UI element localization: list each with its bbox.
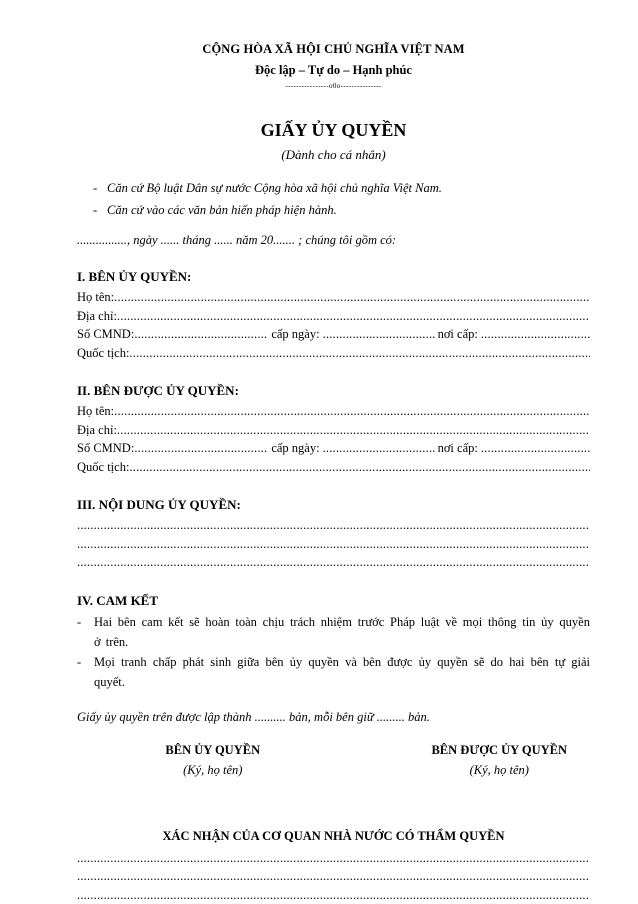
signature-role: BÊN ĐƯỢC ỦY QUYỀN (409, 743, 591, 758)
commitment-item: - Hai bên cam kết sẽ hoàn toàn chịu trách nhiệm trước Pháp luật về mọi thông tin ủy quyền ở trên. (77, 612, 590, 652)
section-commitment-heading: IV. CAM KẾT (77, 593, 590, 609)
authority-confirmation-heading: XÁC NHẬN CỦA CƠ QUAN NHÀ NƯỚC CÓ THẨM QUYỀN (77, 829, 590, 844)
legal-basis-item: - Căn cứ vào các văn bản hiến pháp hiện hành. (77, 199, 590, 221)
field-label: cấp ngày: (268, 325, 322, 344)
fill-in-dots (129, 458, 590, 477)
field-label: nơi cấp: (435, 439, 481, 458)
header-separator: ----------------o0o--------------- (77, 82, 590, 90)
legal-basis-list (77, 177, 590, 221)
agent-name-field[interactable] (77, 402, 590, 421)
principal-address-field[interactable] (77, 307, 590, 326)
signature-block (77, 743, 590, 778)
fill-in-dots (117, 421, 590, 440)
legal-basis-item: - Căn cứ Bộ luật Dân sự nước Cộng hòa xã hội chủ nghĩa Việt Nam. (77, 177, 590, 199)
section-content-heading: III. NỘI DUNG ỦY QUYỀN: (77, 497, 590, 513)
field-label: Số CMND: (77, 325, 134, 344)
principal-name-field[interactable] (77, 288, 590, 307)
fill-in-dots (323, 439, 435, 458)
fill-in-dots (481, 439, 590, 458)
principal-nationality-field[interactable] (77, 344, 590, 363)
signature-role: BÊN ỦY QUYỀN (122, 743, 304, 758)
fill-in-dots (114, 402, 590, 421)
field-label: cấp ngày: (268, 439, 322, 458)
field-label: Quốc tịch: (77, 344, 129, 363)
commitment-item: - Mọi tranh chấp phát sinh giữa bên ủy quyền và bên được ủy quyền sẽ do hai bên tự giải quyết. (77, 652, 590, 692)
agent-id-row[interactable] (77, 439, 590, 458)
content-line[interactable] (77, 553, 590, 572)
confirmation-line[interactable] (77, 849, 590, 868)
signature-note: (Ký, họ tên) (409, 763, 591, 778)
confirmation-line[interactable] (77, 867, 590, 886)
fill-in-dots (129, 344, 590, 363)
principal-signature (122, 743, 304, 778)
fill-in-dots (114, 288, 590, 307)
fill-in-dots (134, 325, 268, 344)
section-principal-heading: I. BÊN ỦY QUYỀN: (77, 269, 590, 285)
copies-statement: Giấy ủy quyền trên được lập thành .......... bản, mỗi bên giữ ......... bản. (77, 710, 590, 725)
national-title: CỘNG HÒA XÃ HỘI CHỦ NGHĨA VIỆT NAM (77, 42, 590, 57)
fill-in-dots (323, 325, 435, 344)
field-label: nơi cấp: (435, 325, 481, 344)
agent-nationality-field[interactable] (77, 458, 590, 477)
signature-note: (Ký, họ tên) (122, 763, 304, 778)
field-label: Quốc tịch: (77, 458, 129, 477)
confirmation-line[interactable] (77, 886, 590, 904)
principal-id-row[interactable] (77, 325, 590, 344)
content-line[interactable] (77, 535, 590, 554)
field-label: Số CMND: (77, 439, 134, 458)
section-agent-heading: II. BÊN ĐƯỢC ỦY QUYỀN: (77, 383, 590, 399)
field-label: Địa chỉ: (77, 307, 117, 326)
date-place-line: ................, ngày ...... tháng ...... năm 20....... ; chúng tôi gồm có: (77, 233, 590, 248)
agent-signature (409, 743, 591, 778)
fill-in-dots (481, 325, 590, 344)
content-line[interactable] (77, 516, 590, 535)
commitment-list (77, 612, 590, 692)
fill-in-dots (134, 439, 268, 458)
field-label: Họ tên: (77, 402, 114, 421)
agent-address-field[interactable] (77, 421, 590, 440)
fill-in-dots (117, 307, 590, 326)
field-label: Địa chỉ: (77, 421, 117, 440)
document-title: GIẤY ỦY QUYỀN (77, 120, 590, 141)
field-label: Họ tên: (77, 288, 114, 307)
document-subtitle: (Dành cho cá nhân) (77, 147, 590, 163)
national-motto: Độc lập – Tự do – Hạnh phúc (77, 63, 590, 78)
